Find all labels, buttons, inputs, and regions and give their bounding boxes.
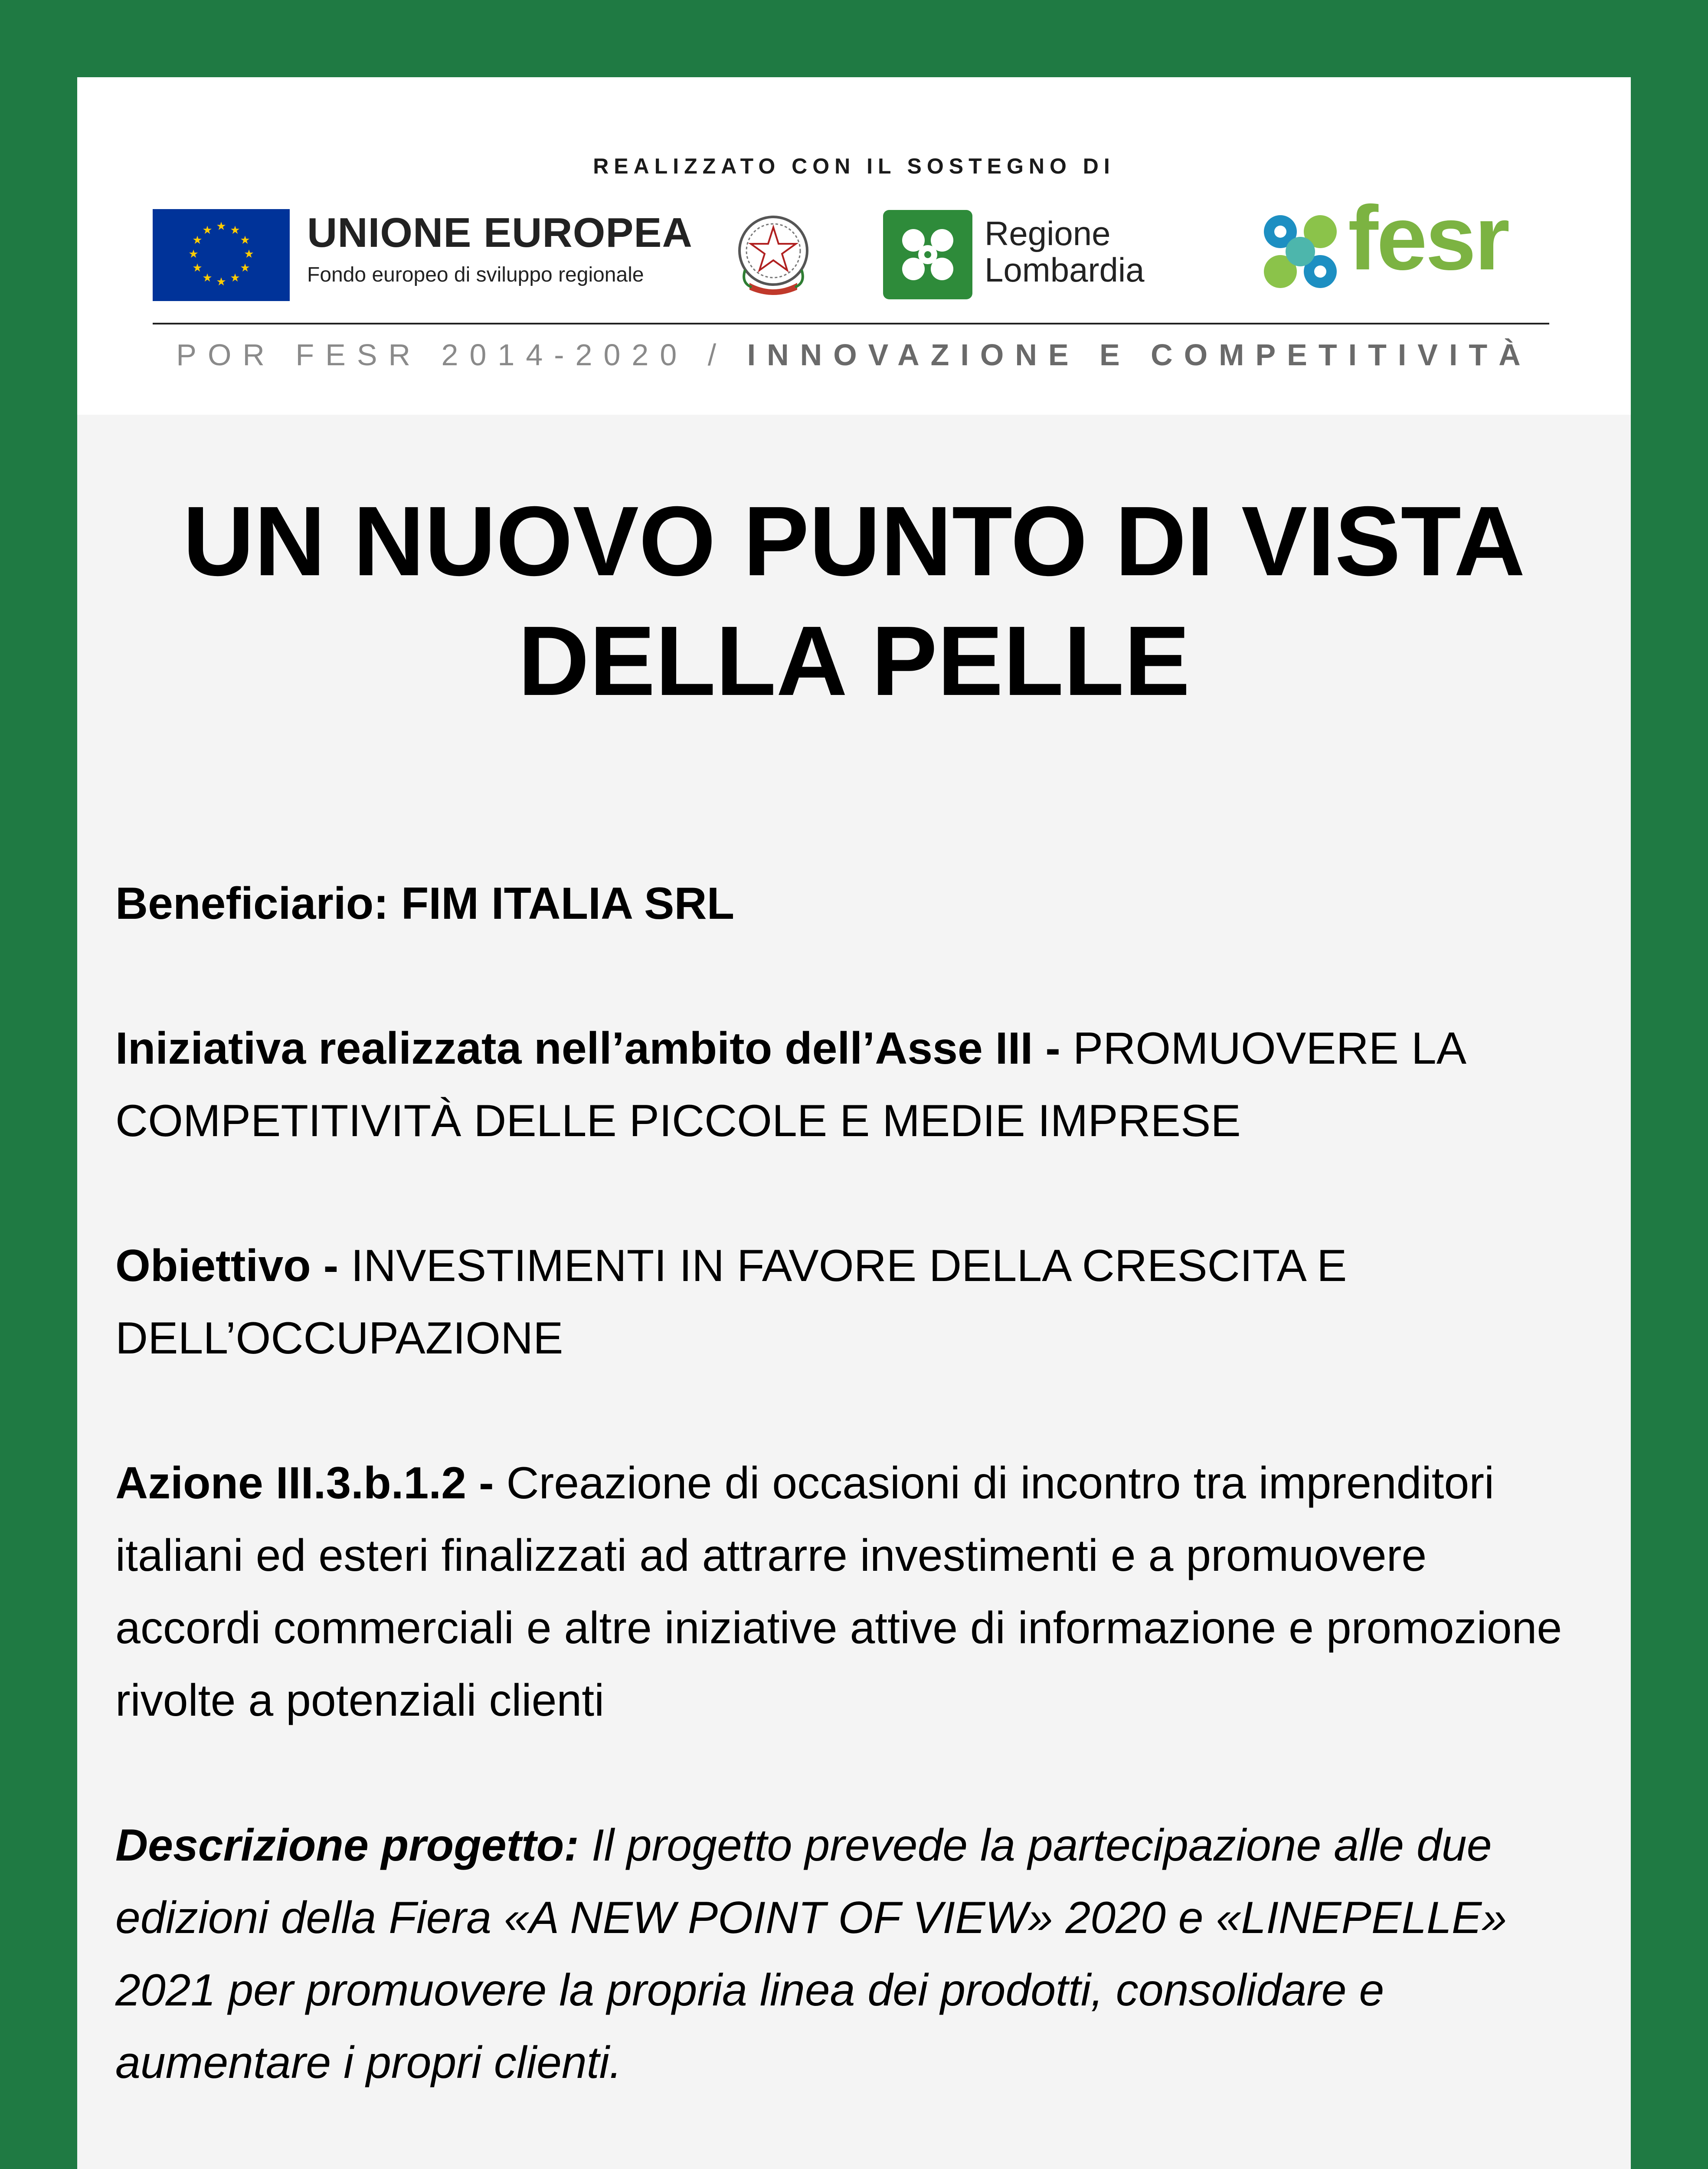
objective-text: INVESTIMENTI IN FAVORE DELLA CRESCITA E DELL’OCCUPAZIONE: [115, 1241, 1347, 1363]
support-caption: REALIZZATO CON IL SOSTEGNO DI: [593, 154, 1115, 178]
svg-text:★: ★: [230, 272, 240, 285]
svg-text:★: ★: [192, 262, 203, 275]
objective-paragraph: [115, 1230, 1581, 1375]
action-paragraph: [115, 1447, 1581, 1737]
lombardia-line2: Lombardia: [985, 251, 1145, 289]
objective-label: Obiettivo -: [115, 1241, 339, 1291]
italian-republic-emblem-icon: [732, 209, 815, 300]
svg-text:★: ★: [216, 275, 226, 288]
eu-title: UNIONE EUROPEA: [307, 210, 693, 256]
svg-text:★: ★: [202, 224, 213, 237]
description-paragraph: [115, 1809, 1581, 2099]
fesr-logo-text: fesr: [1348, 187, 1508, 289]
beneficiary-line: Beneficiario: FIM ITALIA SRL: [115, 878, 735, 929]
regione-lombardia-text: [985, 215, 1145, 288]
description-text: Il progetto prevede la partecipazione alle due edizioni della Fiera «A NEW POINT OF VIEW» 2020 e «LINEPELLE» 2021 per promuovere la propria linea dei prodotti, consolidare e aumentare i propri clienti.: [115, 1820, 1507, 2088]
svg-text:★: ★: [192, 234, 203, 247]
poster-title: [77, 482, 1631, 721]
svg-text:★: ★: [202, 272, 213, 285]
action-text: Creazione di occasioni di incontro tra imprenditori italiani ed esteri finalizzati ad attrarre investimenti e a promuovere accordi commerciali e altre iniziative attive di informazione e promozione rivolte a potenziali clienti: [115, 1458, 1562, 1726]
svg-text:★: ★: [230, 224, 240, 237]
svg-text:★: ★: [240, 234, 250, 247]
regione-lombardia-logo-icon: [883, 210, 972, 299]
fesr-molecule-icon: [1254, 206, 1346, 298]
svg-text:★: ★: [244, 248, 254, 261]
svg-text:★: ★: [216, 220, 226, 233]
action-label: Azione III.3.b.1.2 -: [115, 1458, 494, 1508]
poster-body: [115, 868, 1581, 2169]
description-label: Descrizione progetto:: [115, 1820, 579, 1871]
header-divider: [153, 323, 1549, 324]
title-line2: DELLA PELLE: [518, 606, 1190, 716]
poster-page: [77, 77, 1631, 2169]
program-name: POR FESR 2014-2020 /: [176, 338, 728, 372]
svg-text:★: ★: [188, 248, 199, 261]
lombardia-line1: Regione: [985, 214, 1111, 252]
eu-subtitle: Fondo europeo di sviluppo regionale: [307, 263, 644, 286]
initiative-text: PROMUOVERE LA COMPETITIVITÀ DELLE PICCOLE E MEDIE IMPRESE: [115, 1023, 1464, 1146]
initiative-paragraph: [115, 1012, 1581, 1157]
program-axis: INNOVAZIONE E COMPETITIVITÀ: [747, 338, 1532, 372]
logo-header: [77, 77, 1631, 415]
title-line1: UN NUOVO PUNTO DI VISTA: [183, 486, 1525, 596]
svg-text:★: ★: [240, 262, 250, 275]
eu-flag-icon: [153, 209, 290, 301]
initiative-label: Iniziativa realizzata nell’ambito dell’Asse III -: [115, 1023, 1060, 1074]
program-line: [77, 337, 1631, 372]
